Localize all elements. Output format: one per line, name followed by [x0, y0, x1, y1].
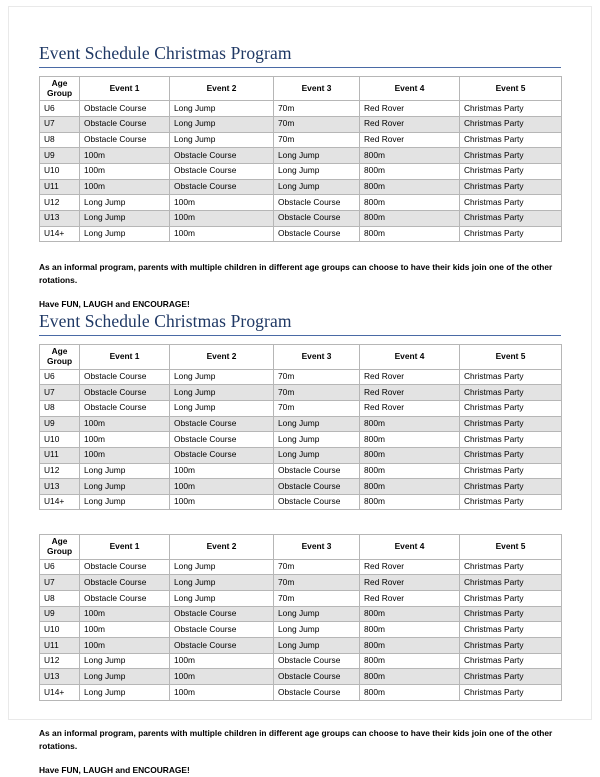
cell-event-5: Christmas Party: [460, 148, 562, 164]
table-row: [40, 559, 562, 575]
cell-age-group: U8: [40, 591, 80, 607]
cell-event-5: Christmas Party: [460, 559, 562, 575]
table-row: [40, 685, 562, 701]
column-header-event-1: Event 1: [80, 535, 170, 559]
cell-event-5: Christmas Party: [460, 179, 562, 195]
cell-event-1: 100m: [80, 606, 170, 622]
cell-event-3: Obstacle Course: [274, 494, 360, 510]
cell-event-2: Long Jump: [170, 591, 274, 607]
cell-age-group: U7: [40, 575, 80, 591]
table-row: [40, 195, 562, 211]
cell-event-2: 100m: [170, 479, 274, 495]
cell-age-group: U13: [40, 210, 80, 226]
cell-age-group: U6: [40, 101, 80, 117]
cell-event-1: Long Jump: [80, 463, 170, 479]
cell-event-2: Long Jump: [170, 385, 274, 401]
cell-event-1: Obstacle Course: [80, 385, 170, 401]
cell-event-4: 800m: [360, 606, 460, 622]
cell-event-5: Christmas Party: [460, 195, 562, 211]
cell-event-1: 100m: [80, 416, 170, 432]
table-row: [40, 210, 562, 226]
column-header-event-3: Event 3: [274, 77, 360, 101]
notes-block-2: [39, 727, 561, 777]
cell-age-group: U10: [40, 432, 80, 448]
cell-event-5: Christmas Party: [460, 638, 562, 654]
cell-event-3: Obstacle Course: [274, 685, 360, 701]
table-header: [40, 535, 562, 559]
column-header-event-4: Event 4: [360, 77, 460, 101]
cell-event-2: Long Jump: [170, 559, 274, 575]
cell-event-2: Long Jump: [170, 369, 274, 385]
cell-event-5: Christmas Party: [460, 400, 562, 416]
cell-age-group: U9: [40, 416, 80, 432]
cell-event-5: Christmas Party: [460, 463, 562, 479]
cell-event-3: Long Jump: [274, 638, 360, 654]
table-row: [40, 116, 562, 132]
cell-event-5: Christmas Party: [460, 385, 562, 401]
cell-age-group: U11: [40, 447, 80, 463]
schedule-table-2: [39, 344, 562, 510]
cell-event-2: 100m: [170, 685, 274, 701]
cell-event-5: Christmas Party: [460, 606, 562, 622]
cell-event-1: 100m: [80, 638, 170, 654]
cell-event-2: Long Jump: [170, 400, 274, 416]
cell-event-5: Christmas Party: [460, 591, 562, 607]
table-row: [40, 148, 562, 164]
cell-event-1: Obstacle Course: [80, 369, 170, 385]
table-header: [40, 77, 562, 101]
cell-age-group: U6: [40, 369, 80, 385]
cell-event-4: Red Rover: [360, 116, 460, 132]
table-row: [40, 226, 562, 242]
column-header-event-4: Event 4: [360, 345, 460, 369]
cell-event-2: 100m: [170, 494, 274, 510]
cell-event-1: Obstacle Course: [80, 101, 170, 117]
table-row: [40, 163, 562, 179]
cell-event-1: 100m: [80, 179, 170, 195]
cell-event-1: 100m: [80, 622, 170, 638]
cell-event-2: 100m: [170, 226, 274, 242]
table-row: [40, 622, 562, 638]
table-row: [40, 653, 562, 669]
cell-age-group: U8: [40, 400, 80, 416]
page-title-1: Event Schedule Christmas Program: [39, 43, 561, 68]
table-row: [40, 369, 562, 385]
cell-event-3: Long Jump: [274, 179, 360, 195]
cell-event-4: Red Rover: [360, 591, 460, 607]
cell-event-5: Christmas Party: [460, 479, 562, 495]
cell-event-4: 800m: [360, 210, 460, 226]
column-header-event-3: Event 3: [274, 535, 360, 559]
cell-event-4: Red Rover: [360, 575, 460, 591]
cell-event-5: Christmas Party: [460, 116, 562, 132]
cell-event-5: Christmas Party: [460, 432, 562, 448]
cell-event-4: 800m: [360, 669, 460, 685]
cell-age-group: U11: [40, 638, 80, 654]
cell-age-group: U12: [40, 195, 80, 211]
cell-event-2: 100m: [170, 195, 274, 211]
cell-event-2: Obstacle Course: [170, 148, 274, 164]
cell-event-1: Long Jump: [80, 669, 170, 685]
cell-event-4: Red Rover: [360, 559, 460, 575]
cell-event-3: 70m: [274, 116, 360, 132]
cell-event-3: 70m: [274, 591, 360, 607]
cell-age-group: U8: [40, 132, 80, 148]
cell-event-3: 70m: [274, 369, 360, 385]
table-row: [40, 591, 562, 607]
table-row: [40, 132, 562, 148]
cell-age-group: U6: [40, 559, 80, 575]
column-header-event-4: Event 4: [360, 535, 460, 559]
cell-event-4: 800m: [360, 653, 460, 669]
column-header-event-5: Event 5: [460, 77, 562, 101]
cell-event-3: Long Jump: [274, 606, 360, 622]
cell-age-group: U14+: [40, 226, 80, 242]
table-header-row: [40, 345, 562, 369]
cell-event-1: Long Jump: [80, 195, 170, 211]
page-content: [9, 7, 591, 777]
cell-event-5: Christmas Party: [460, 416, 562, 432]
cell-event-4: 800m: [360, 685, 460, 701]
cell-event-1: Obstacle Course: [80, 116, 170, 132]
table-row: [40, 101, 562, 117]
cell-event-5: Christmas Party: [460, 369, 562, 385]
table-row: [40, 447, 562, 463]
cell-event-2: Obstacle Course: [170, 416, 274, 432]
table-row: [40, 432, 562, 448]
cell-event-3: 70m: [274, 101, 360, 117]
cell-event-2: Obstacle Course: [170, 447, 274, 463]
cell-age-group: U9: [40, 148, 80, 164]
table-row: [40, 638, 562, 654]
cell-age-group: U7: [40, 116, 80, 132]
cell-event-3: Obstacle Course: [274, 669, 360, 685]
cell-event-2: Obstacle Course: [170, 432, 274, 448]
cell-event-4: Red Rover: [360, 101, 460, 117]
table-row: [40, 669, 562, 685]
cell-event-1: Obstacle Course: [80, 575, 170, 591]
cell-event-4: 800m: [360, 195, 460, 211]
cell-event-5: Christmas Party: [460, 226, 562, 242]
cell-age-group: U13: [40, 479, 80, 495]
cell-event-1: 100m: [80, 447, 170, 463]
cell-event-3: Obstacle Course: [274, 195, 360, 211]
note-paragraph-have-fun: Have FUN, LAUGH and ENCOURAGE!: [39, 764, 190, 775]
table-row: [40, 479, 562, 495]
cell-event-5: Christmas Party: [460, 575, 562, 591]
cell-event-4: 800m: [360, 416, 460, 432]
table-row: [40, 400, 562, 416]
table-body: [40, 101, 562, 242]
table-body: [40, 559, 562, 700]
cell-event-1: Obstacle Course: [80, 591, 170, 607]
notes-block-1: [39, 261, 561, 311]
cell-event-1: Long Jump: [80, 653, 170, 669]
cell-event-2: Obstacle Course: [170, 179, 274, 195]
cell-event-2: Long Jump: [170, 101, 274, 117]
cell-age-group: U10: [40, 163, 80, 179]
cell-event-2: Long Jump: [170, 132, 274, 148]
cell-event-3: Obstacle Course: [274, 479, 360, 495]
cell-event-4: 800m: [360, 179, 460, 195]
column-header-event-1: Event 1: [80, 77, 170, 101]
schedule-table-3: [39, 534, 562, 700]
cell-event-5: Christmas Party: [460, 163, 562, 179]
table-header: [40, 345, 562, 369]
table-row: [40, 463, 562, 479]
cell-event-2: Long Jump: [170, 575, 274, 591]
cell-event-3: 70m: [274, 132, 360, 148]
table-header-row: [40, 535, 562, 559]
cell-event-2: 100m: [170, 210, 274, 226]
cell-event-1: 100m: [80, 163, 170, 179]
cell-event-2: Obstacle Course: [170, 638, 274, 654]
cell-event-2: 100m: [170, 463, 274, 479]
cell-event-5: Christmas Party: [460, 622, 562, 638]
cell-event-2: 100m: [170, 653, 274, 669]
table-row: [40, 606, 562, 622]
column-header-event-1: Event 1: [80, 345, 170, 369]
note-paragraph-have-fun: Have FUN, LAUGH and ENCOURAGE!: [39, 299, 190, 310]
cell-event-4: Red Rover: [360, 132, 460, 148]
column-header-event-5: Event 5: [460, 535, 562, 559]
cell-event-5: Christmas Party: [460, 447, 562, 463]
cell-event-5: Christmas Party: [460, 685, 562, 701]
cell-event-3: Obstacle Course: [274, 653, 360, 669]
cell-event-1: Long Jump: [80, 226, 170, 242]
table-row: [40, 416, 562, 432]
cell-event-3: Long Jump: [274, 416, 360, 432]
cell-event-3: 70m: [274, 559, 360, 575]
cell-event-2: Obstacle Course: [170, 622, 274, 638]
cell-age-group: U12: [40, 463, 80, 479]
column-header-age-group: Age Group: [40, 345, 80, 369]
cell-event-4: 800m: [360, 479, 460, 495]
cell-event-3: 70m: [274, 400, 360, 416]
cell-age-group: U14+: [40, 494, 80, 510]
cell-event-5: Christmas Party: [460, 132, 562, 148]
cell-event-4: 800m: [360, 447, 460, 463]
column-header-event-3: Event 3: [274, 345, 360, 369]
cell-event-3: Long Jump: [274, 148, 360, 164]
cell-event-4: 800m: [360, 226, 460, 242]
cell-event-5: Christmas Party: [460, 101, 562, 117]
cell-age-group: U7: [40, 385, 80, 401]
cell-age-group: U12: [40, 653, 80, 669]
cell-event-2: 100m: [170, 669, 274, 685]
cell-event-2: Obstacle Course: [170, 163, 274, 179]
cell-event-5: Christmas Party: [460, 653, 562, 669]
cell-age-group: U13: [40, 669, 80, 685]
page-title-2: Event Schedule Christmas Program: [39, 311, 561, 336]
cell-event-3: 70m: [274, 575, 360, 591]
cell-event-4: 800m: [360, 622, 460, 638]
cell-event-3: 70m: [274, 385, 360, 401]
cell-event-1: Long Jump: [80, 494, 170, 510]
cell-event-3: Long Jump: [274, 622, 360, 638]
cell-event-4: 800m: [360, 148, 460, 164]
cell-event-2: Obstacle Course: [170, 606, 274, 622]
cell-event-4: Red Rover: [360, 385, 460, 401]
cell-event-3: Long Jump: [274, 447, 360, 463]
note-paragraph-informal-program: As an informal program, parents with multiple children in different age groups can choose to have their kids join one of the other rotations.: [39, 727, 553, 751]
cell-event-5: Christmas Party: [460, 494, 562, 510]
cell-event-4: Red Rover: [360, 369, 460, 385]
column-header-event-2: Event 2: [170, 345, 274, 369]
document-page: [8, 6, 592, 775]
column-header-event-2: Event 2: [170, 535, 274, 559]
cell-event-5: Christmas Party: [460, 210, 562, 226]
cell-event-1: Obstacle Course: [80, 559, 170, 575]
column-header-age-group: Age Group: [40, 77, 80, 101]
table-row: [40, 385, 562, 401]
cell-age-group: U10: [40, 622, 80, 638]
table-body: [40, 369, 562, 510]
cell-event-3: Obstacle Course: [274, 226, 360, 242]
cell-age-group: U14+: [40, 685, 80, 701]
cell-event-4: 800m: [360, 494, 460, 510]
column-header-age-group: Age Group: [40, 535, 80, 559]
cell-event-4: 800m: [360, 163, 460, 179]
table-row: [40, 179, 562, 195]
cell-event-5: Christmas Party: [460, 669, 562, 685]
cell-event-3: Obstacle Course: [274, 210, 360, 226]
cell-event-4: Red Rover: [360, 400, 460, 416]
cell-event-1: Long Jump: [80, 479, 170, 495]
cell-event-1: Obstacle Course: [80, 400, 170, 416]
cell-age-group: U11: [40, 179, 80, 195]
cell-age-group: U9: [40, 606, 80, 622]
cell-event-2: Long Jump: [170, 116, 274, 132]
cell-event-1: Obstacle Course: [80, 132, 170, 148]
table-row: [40, 494, 562, 510]
cell-event-3: Obstacle Course: [274, 463, 360, 479]
cell-event-1: 100m: [80, 148, 170, 164]
cell-event-4: 800m: [360, 432, 460, 448]
cell-event-3: Long Jump: [274, 163, 360, 179]
schedule-table-1: [39, 76, 562, 242]
cell-event-1: Long Jump: [80, 685, 170, 701]
cell-event-4: 800m: [360, 463, 460, 479]
cell-event-3: Long Jump: [274, 432, 360, 448]
table-row: [40, 575, 562, 591]
column-header-event-2: Event 2: [170, 77, 274, 101]
column-header-event-5: Event 5: [460, 345, 562, 369]
table-header-row: [40, 77, 562, 101]
cell-event-4: 800m: [360, 638, 460, 654]
note-paragraph-informal-program: As an informal program, parents with multiple children in different age groups can choose to have their kids join one of the other rotations.: [39, 262, 553, 286]
cell-event-1: 100m: [80, 432, 170, 448]
cell-event-1: Long Jump: [80, 210, 170, 226]
